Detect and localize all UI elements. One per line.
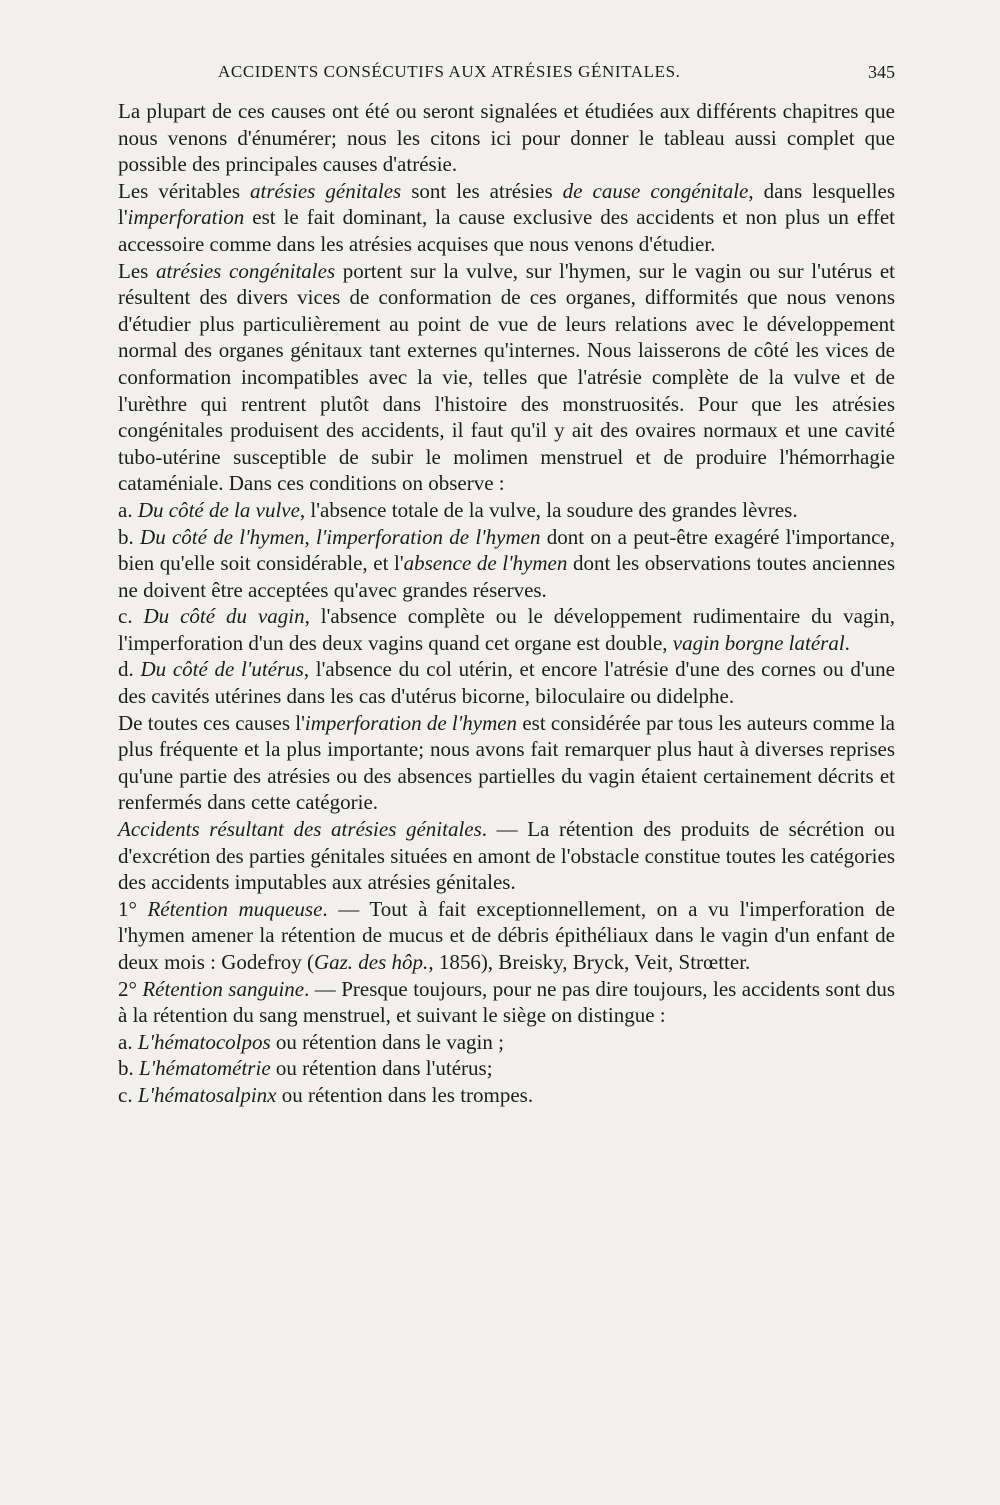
list-item-3-marker: c. xyxy=(118,1082,138,1107)
list-item-3-text: ou rétention dans les trompes. xyxy=(276,1082,534,1107)
pb-marker: b. xyxy=(118,524,141,549)
p6-text-e: , 1856), Breisky, Bryck, Veit, Strœtter. xyxy=(428,950,751,974)
p6-marker: 1° xyxy=(118,896,148,921)
paragraph-7 xyxy=(118,976,895,1029)
paragraph-5 xyxy=(118,816,895,896)
p2-italic-d: de cause congénitale xyxy=(562,178,749,203)
running-head-title: ACCIDENTS CONSÉCUTIFS AUX ATRÉSIES GÉNITALES. xyxy=(218,62,681,81)
p6-text-c: . — Tout à fait exceptionnellement, on a vu l'imperforation de l'hymen amener la rétention de mucus et de débris épithéliaux dans le vagin d'un enfant de deux mois : Godefroy ( xyxy=(118,896,895,974)
page-number: 345 xyxy=(868,62,895,82)
pb-text-c: , xyxy=(304,524,316,549)
paragraph-3 xyxy=(118,258,895,497)
pa-text: , l'absence totale de la vulve, la soudure des grandes lèvres. xyxy=(299,497,798,522)
p3-text-c: portent sur la vulve, sur l'hymen, sur le vagin ou sur l'utérus et résultent des divers vices de conformation de ces organes, difformités que nous venons d'étudier plus particulièrement au point de vue de leurs relations avec le développement normal des organes génitaux tant externes qu'internes. Nous laisserons de côté les vices de conformation incompatibles avec la vie, telles que l'atrésie complète de la vulve et de l'urèthre qui rentrent plutôt dans l'histoire des monstruosités. Pour que les atrésies congénitales produisent des accidents, il faut qu'il y ait des ovaires normaux et une cavité tubo-utérine susceptible de subir le molimen menstruel et de produire l'hémorrhagie cataméniale. Dans ces conditions on observe : xyxy=(118,258,895,496)
pc-text-c: , l'absence complète ou le développement rudimentaire du vagin, l'imperforation d'un des deux vagins quand cet organe est double, xyxy=(118,604,895,655)
p2-italic-f: imperforation xyxy=(127,205,245,230)
p7-italic-b: Rétention sanguine xyxy=(142,976,305,1001)
list-item xyxy=(118,1055,895,1082)
p6-italic-d: Gaz. des hôp. xyxy=(313,950,429,974)
pb-text-e: dont on a peut-être exagéré l'importance, bien qu'elle soit considérable, et l' xyxy=(118,524,895,576)
list-item-3-term: L'hématosalpinx xyxy=(137,1082,277,1107)
paragraph-1 xyxy=(118,98,895,178)
paragraph-1-text: La plupart de ces causes ont été ou seront signalées et étudiées aux différents chapitres que nous venons d'énumérer; nous les citons ici pour donner le tableau aussi complet que possible des principales causes d'atrésie. xyxy=(118,99,895,177)
pb-text-g: dont les observations toutes anciennes ne doivent être acceptées qu'avec grandes réserves. xyxy=(118,551,896,602)
body-text xyxy=(118,98,895,1109)
paragraph-c xyxy=(118,603,895,656)
paragraph-2 xyxy=(118,178,895,258)
pd-marker: d. xyxy=(118,657,141,682)
pc-marker: c. xyxy=(118,604,144,629)
p2-text-g: est le fait dominant, la cause exclusive des accidents et non plus un effet accessoire comme dans les atrésies acquises que nous venons d'étudier. xyxy=(118,205,895,256)
paragraph-4 xyxy=(118,710,895,816)
list-item-2-marker: b. xyxy=(118,1056,139,1081)
pa-italic: Du côté de la vulve xyxy=(137,497,300,522)
list-item xyxy=(118,1082,895,1109)
list-item-2-text: ou rétention dans l'utérus; xyxy=(270,1056,493,1081)
pd-text: , l'absence du col utérin, et encore l'atrésie d'une des cornes ou d'une des cavités utérines dans les cas d'utérus bicorne, biloculaire ou didelphe. xyxy=(118,657,895,709)
p2-italic-b: atrésies génitales xyxy=(250,178,402,203)
paragraph-b xyxy=(118,524,895,604)
pc-italic-d: vagin borgne latéral xyxy=(672,630,845,655)
p5-text: . — La rétention des produits de sécrétion ou d'excrétion des parties génitales situées en amont de l'obstacle constitue toutes les catégories des accidents imputables aux atrésies génitales. xyxy=(118,817,895,895)
list-item-1-marker: a. xyxy=(118,1029,138,1054)
pd-italic: Du côté de l'utérus xyxy=(140,657,304,682)
paragraph-a xyxy=(118,497,895,524)
p7-marker: 2° xyxy=(118,976,143,1001)
p2-text-a: Les véritables xyxy=(118,178,251,203)
pb-italic-b: Du côté de l'hymen xyxy=(140,524,305,549)
p4-text-a: De toutes ces causes l' xyxy=(118,710,305,735)
p7-text-c: . — Presque toujours, pour ne pas dire toujours, les accidents sont dus à la rétention du sang menstruel, et suivant le siège on distingue : xyxy=(118,976,895,1028)
running-header xyxy=(118,62,895,92)
p6-italic-b: Rétention muqueuse xyxy=(147,896,323,921)
p4-italic-b: imperforation de l'hymen xyxy=(304,710,518,735)
pb-italic-f: absence de l'hymen xyxy=(403,551,568,576)
p3-text-a: Les xyxy=(118,258,156,283)
list-item-2-term: L'hématométrie xyxy=(139,1056,271,1081)
list-item-1-term: L'hématocolpos xyxy=(137,1029,271,1054)
pc-italic-b: Du côté du vagin xyxy=(143,604,305,629)
pc-text-e: . xyxy=(844,630,850,655)
pb-italic-d: l'imperforation de l'hymen xyxy=(315,524,541,549)
p2-text-c: sont les atrésies xyxy=(401,178,563,203)
pa-marker: a. xyxy=(118,497,138,522)
p2-text-e: , dans lesquelles l' xyxy=(118,178,895,230)
p5-italic-heading: Accidents résultant des atrésies génitales xyxy=(118,817,482,842)
paragraph-6 xyxy=(118,896,895,976)
list-item xyxy=(118,1029,895,1056)
list-item-1-text: ou rétention dans le vagin ; xyxy=(270,1029,504,1054)
retention-list xyxy=(118,1029,895,1109)
p3-italic-b: atrésies congénitales xyxy=(156,258,336,283)
p4-text-c: est considérée par tous les auteurs comme la plus fréquente et la plus importante; nous avons fait remarquer plus haut à diverses reprises qu'une partie des atrésies ou des absences partielles du vagin étaient certainement décrits et renfermés dans cette catégorie. xyxy=(118,710,895,815)
paragraph-d xyxy=(118,656,895,709)
